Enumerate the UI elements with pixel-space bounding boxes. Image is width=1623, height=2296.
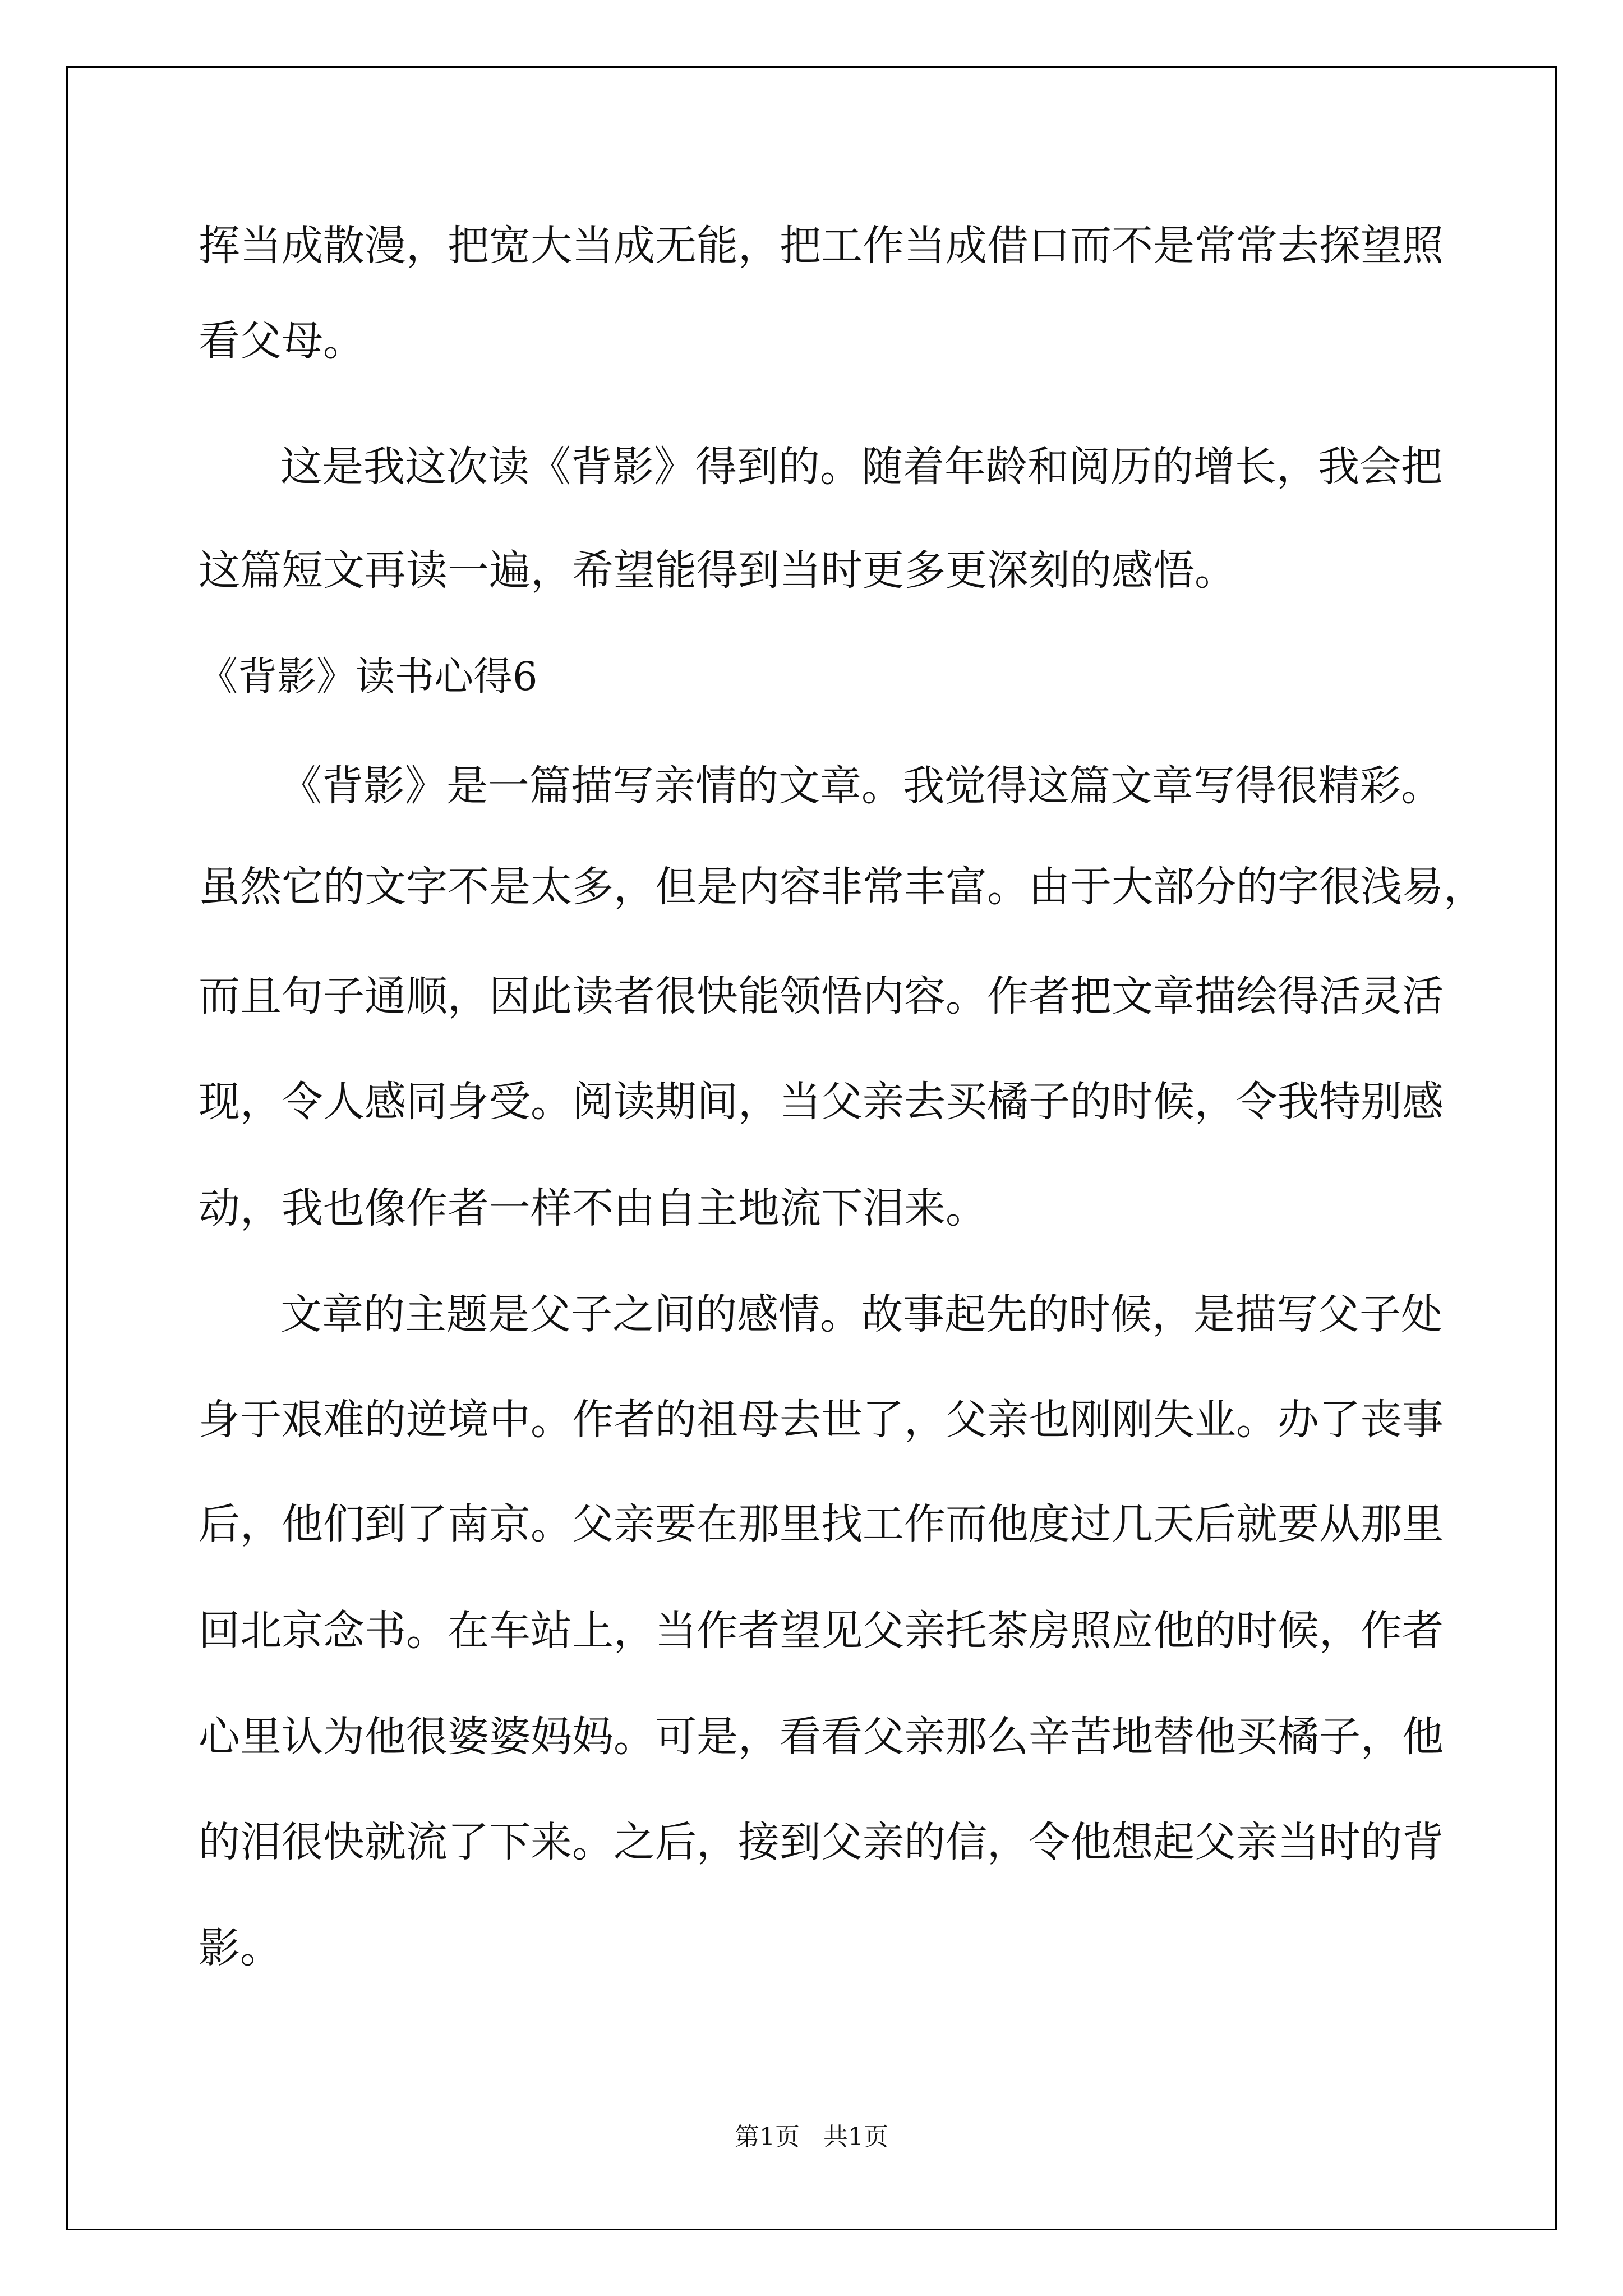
paragraph-line: 这是我这次读《背影》得到的。随着年龄和阅历的增长，我会把	[280, 443, 1442, 491]
paragraph-line: 心里认为他很婆婆妈妈。可是，看看父亲那么辛苦地替他买橘子，他	[199, 1713, 1444, 1761]
paragraph-line: 回北京念书。在车站上，当作者望见父亲托茶房照应他的时候，作者	[199, 1607, 1444, 1655]
paragraph-line: 虽然它的文字不是太多，但是内容非常丰富。由于大部分的字很浅易，	[199, 863, 1485, 911]
page-border	[66, 66, 1557, 2230]
paragraph-line: 《背影》是一篇描写亲情的文章。我觉得这篇文章写得很精彩。	[280, 762, 1442, 810]
paragraph-line: 而且句子通顺，因此读者很快能领悟内容。作者把文章描绘得活灵活	[199, 972, 1444, 1020]
paragraph-line: 文章的主题是父子之间的感情。故事起先的时候，是描写父子处	[280, 1290, 1442, 1338]
paragraph-line: 影。	[199, 1924, 282, 1972]
paragraph-line: 的泪很快就流了下来。之后，接到父亲的信，令他想起父亲当时的背	[199, 1818, 1444, 1866]
paragraph-line: 看父母。	[199, 317, 365, 365]
paragraph-line: 现，令人感同身受。阅读期间，当父亲去买橘子的时候，令我特别感	[199, 1078, 1444, 1126]
paragraph-line: 挥当成散漫，把宽大当成无能，把工作当成借口而不是常常去探望照	[199, 222, 1444, 270]
page-footer: 第1页 共1页	[735, 2123, 888, 2151]
section-heading: 《背影》读书心得6	[199, 654, 538, 700]
paragraph-line: 身于艰难的逆境中。作者的祖母去世了，父亲也刚刚失业。办了丧事	[199, 1396, 1444, 1444]
paragraph-line: 后，他们到了南京。父亲要在那里找工作而他度过几天后就要从那里	[199, 1500, 1444, 1548]
paragraph-line: 这篇短文再读一遍，希望能得到当时更多更深刻的感悟。	[199, 546, 1236, 595]
paragraph-line: 动，我也像作者一样不由自主地流下泪来。	[199, 1184, 987, 1232]
